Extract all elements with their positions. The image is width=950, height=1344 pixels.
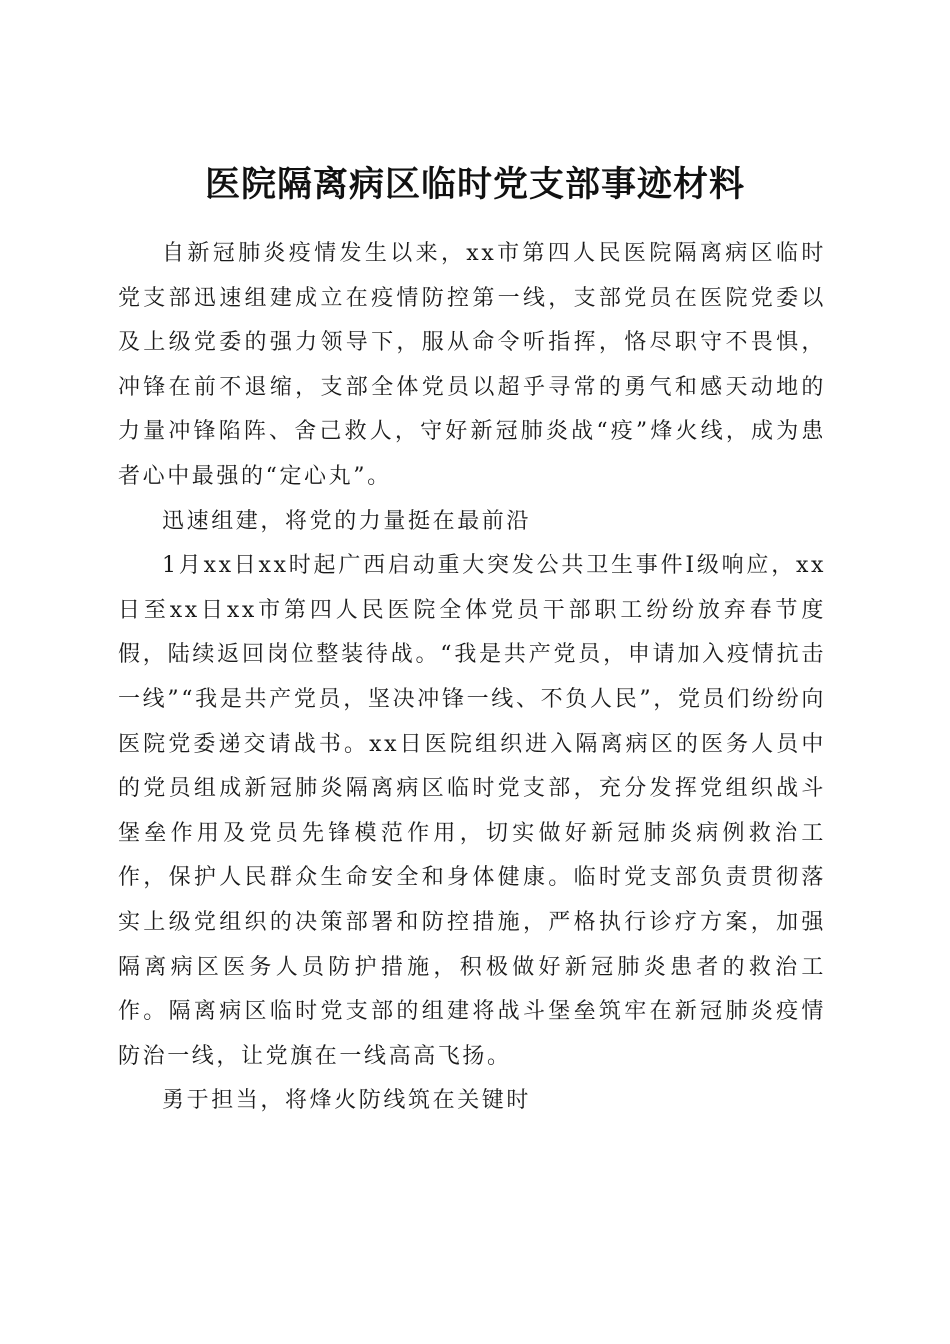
section-heading-responsibility: 勇于担当，将烽火防线筑在关键时: [162, 1088, 532, 1114]
section-heading-rapid-formation: 迅速组建，将党的力量挺在最前沿: [162, 508, 532, 534]
document-body: [118, 232, 826, 1124]
paragraph-formation-details: 1月xx日xx时起广西启动重大突发公共卫生事件Ⅰ级响应，xx日至xx日xx市第四人民医院全体党员干部职工纷纷放弃春节度假，陆续返回岗位整装待战。“我是共产党员，申请加入疫情抗击一线”“我是共产党员，坚决冲锋一线、不负人民”，党员们纷纷向医院党委递交请战书。xx日医院组织进入隔离病区的医务人员中的党员组成新冠肺炎隔离病区临时党支部，充分发挥党组织战斗堡垒作用及党员先锋模范作用，切实做好新冠肺炎病例救治工作，保护人民群众生命安全和身体健康。临时党支部负责贯彻落实上级党组织的决策部署和防控措施，严格执行诊疗方案，加强隔离病区医务人员防护措施，积极做好新冠肺炎患者的救治工作。隔离病区临时党支部的组建将战斗堡垒筑牢在新冠肺炎疫情防治一线，让党旗在一线高高飞扬。: [118, 553, 826, 1069]
document-title: 医院隔离病区临时党支部事迹材料: [204, 164, 745, 206]
paragraph-intro: 自新冠肺炎疫情发生以来，xx市第四人民医院隔离病区临时党支部迅速组建成立在疫情防控第一线，支部党员在医院党委以及上级党委的强力领导下，服从命令听指挥，恪尽职守不畏惧，冲锋在前不退缩，支部全体党员以超乎寻常的勇气和感天动地的力量冲锋陷阵、舍己救人，守好新冠肺炎战“疫”烽火线，成为患者心中最强的“定心丸”。: [118, 241, 826, 489]
